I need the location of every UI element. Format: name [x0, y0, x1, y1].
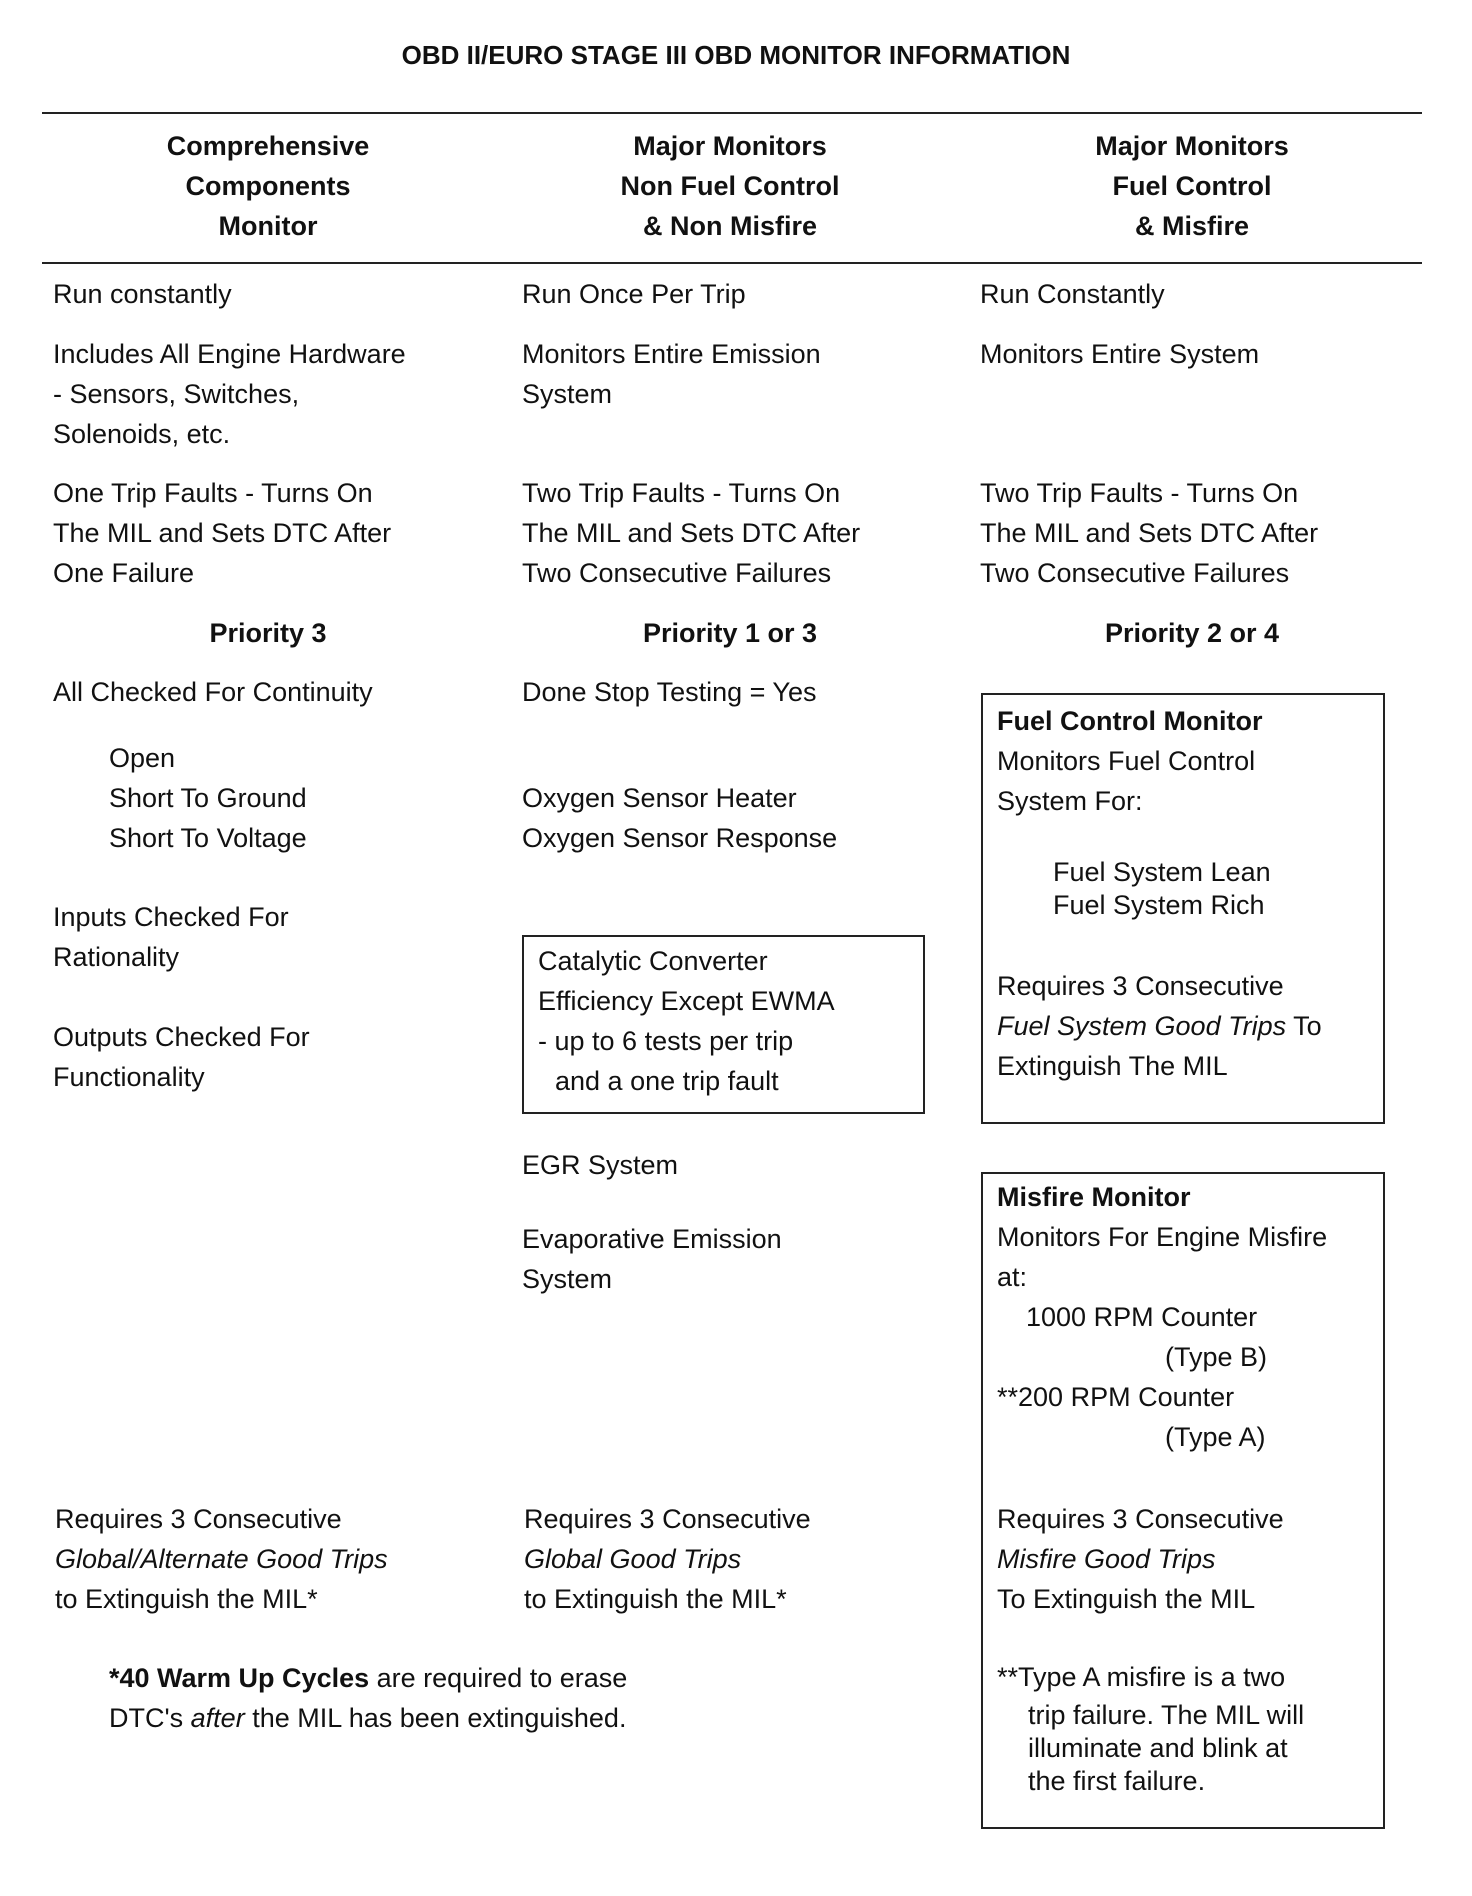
- col2-egr: EGR System: [522, 1150, 679, 1180]
- list-item: Short To Ground: [109, 783, 307, 813]
- text-line: to Extinguish the MIL*: [55, 1584, 318, 1614]
- header-line: & Misfire: [1134, 211, 1250, 241]
- col1-inputs: [53, 897, 289, 977]
- box-title: Misfire Monitor: [997, 1182, 1191, 1212]
- footnote-bold: *40 Warm Up Cycles: [109, 1663, 370, 1693]
- col2-monitors: [522, 334, 821, 414]
- text-line: Requires 3 Consecutive: [55, 1504, 342, 1534]
- text-line: Solenoids, etc.: [53, 419, 231, 449]
- misfire-monitor-box: [981, 1172, 1385, 1829]
- header-line: Comprehensive: [166, 131, 370, 161]
- text-line: One Trip Faults - Turns On: [53, 478, 373, 508]
- text-line: Extinguish The MIL: [997, 1051, 1228, 1081]
- text-line-italic: Global Good Trips: [524, 1544, 742, 1574]
- fuel-box-requires: [997, 966, 1322, 1086]
- header-line: Non Fuel Control: [620, 171, 840, 201]
- page-title: OBD II/EURO STAGE III OBD MONITOR INFORMATION: [401, 40, 1071, 70]
- col3-run: Run Constantly: [980, 279, 1165, 309]
- misfire-note: [997, 1657, 1285, 1697]
- text-line: Two Trip Faults - Turns On: [980, 478, 1299, 508]
- col2-priority: Priority 1 or 3: [642, 618, 818, 648]
- footnote-text: DTC's: [109, 1703, 191, 1733]
- col2-evap: [522, 1219, 782, 1299]
- text-line: Rationality: [53, 942, 180, 972]
- text-line: Monitors Entire Emission: [522, 339, 821, 369]
- col2-oxygen: [522, 778, 837, 858]
- col3-faults: [980, 473, 1318, 593]
- fuel-box-items: [1053, 856, 1271, 922]
- italic-phrase: Fuel System Good Trips: [997, 1011, 1287, 1041]
- text-line: The MIL and Sets DTC After: [522, 518, 861, 548]
- fuel-box-header: [997, 701, 1262, 821]
- list-item: Open: [109, 743, 176, 773]
- text-line: Two Trip Faults - Turns On: [522, 478, 841, 508]
- text-line: Oxygen Sensor Response: [522, 823, 838, 853]
- col2-requires: [524, 1499, 811, 1619]
- misfire-box-header: [997, 1177, 1327, 1297]
- text-line-italic: Global/Alternate Good Trips: [55, 1544, 388, 1574]
- list-item: Fuel System Rich: [1053, 890, 1265, 920]
- text-line: and a one trip fault: [555, 1066, 779, 1096]
- box-title: Fuel Control Monitor: [997, 706, 1263, 736]
- text-line-italic: Misfire Good Trips: [997, 1544, 1216, 1574]
- counter-1000: 1000 RPM Counter: [1026, 1302, 1258, 1332]
- text-line: Functionality: [53, 1062, 205, 1092]
- header-top-rule: [42, 112, 1422, 114]
- column-header-fuel-misfire: [1002, 126, 1382, 246]
- text-line: Efficiency Except EWMA: [538, 986, 835, 1016]
- header-line: & Non Misfire: [642, 211, 817, 241]
- type-a: (Type A): [1165, 1422, 1266, 1452]
- text-line: To Extinguish the MIL: [997, 1584, 1256, 1614]
- text-line: System For:: [997, 786, 1143, 816]
- col3-priority: Priority 2 or 4: [1104, 618, 1280, 648]
- text-line: Requires 3 Consecutive: [997, 1504, 1284, 1534]
- catalytic-converter-box: [522, 935, 925, 1114]
- text-line: Monitors Fuel Control: [997, 746, 1256, 776]
- col2-run: Run Once Per Trip: [522, 279, 746, 309]
- catalytic-text: [538, 941, 835, 1101]
- text-line: illuminate and blink at: [1028, 1733, 1288, 1763]
- col1-faults: [53, 473, 391, 593]
- header-line: Fuel Control: [1112, 171, 1272, 201]
- fuel-control-monitor-box: [981, 693, 1385, 1124]
- misfire-requires: [997, 1499, 1284, 1619]
- text-line: the first failure.: [1028, 1766, 1206, 1796]
- footnote-text: are required to erase: [369, 1663, 628, 1693]
- text-line: Catalytic Converter: [538, 946, 768, 976]
- list-item: Fuel System Lean: [1053, 857, 1271, 887]
- text-line: The MIL and Sets DTC After: [980, 518, 1319, 548]
- col1-continuity: All Checked For Continuity: [53, 677, 373, 707]
- text-line: System: [522, 379, 613, 409]
- col1-priority: Priority 3: [209, 618, 327, 648]
- header-line: Components: [185, 171, 351, 201]
- col3-monitors: Monitors Entire System: [980, 339, 1260, 369]
- footnote-line-1: [109, 1658, 627, 1698]
- footnote: [109, 1658, 627, 1738]
- text-line: Two Consecutive Failures: [980, 558, 1290, 588]
- text-line: Oxygen Sensor Heater: [522, 783, 797, 813]
- header-bottom-rule: [42, 262, 1422, 264]
- footnote-italic: after: [190, 1703, 245, 1733]
- text-line: **Type A misfire is a two: [997, 1662, 1286, 1692]
- column-header-comprehensive: [78, 126, 458, 246]
- col1-requires: [55, 1499, 388, 1619]
- text-line: [997, 1006, 1322, 1046]
- text-line: Monitors For Engine Misfire: [997, 1222, 1328, 1252]
- col1-run: Run constantly: [53, 279, 232, 309]
- text-line: Requires 3 Consecutive: [997, 971, 1284, 1001]
- text-line: to Extinguish the MIL*: [524, 1584, 787, 1614]
- header-line: Major Monitors: [1095, 131, 1289, 161]
- text-fragment: To: [1286, 1011, 1322, 1041]
- misfire-note-rest: [1028, 1699, 1304, 1798]
- footnote-line-2: [109, 1698, 627, 1738]
- text-line: Requires 3 Consecutive: [524, 1504, 811, 1534]
- text-line: Outputs Checked For: [53, 1022, 310, 1052]
- text-line: - up to 6 tests per trip: [538, 1026, 794, 1056]
- text-line: System: [522, 1264, 613, 1294]
- text-line: - Sensors, Switches,: [53, 379, 300, 409]
- col2-done: Done Stop Testing = Yes: [522, 677, 817, 707]
- type-b: (Type B): [1165, 1342, 1268, 1372]
- col1-checks-list: [109, 738, 307, 858]
- footnote-text: the MIL has been extinguished.: [244, 1703, 627, 1733]
- text-line: Evaporative Emission: [522, 1224, 782, 1254]
- text-line: Two Consecutive Failures: [522, 558, 832, 588]
- col1-outputs: [53, 1017, 310, 1097]
- col1-includes: [53, 334, 406, 454]
- text-line: trip failure. The MIL will: [1028, 1700, 1305, 1730]
- header-line: Major Monitors: [633, 131, 827, 161]
- col2-faults: [522, 473, 860, 593]
- header-line: Monitor: [218, 211, 318, 241]
- text-line: The MIL and Sets DTC After: [53, 518, 392, 548]
- text-line: Inputs Checked For: [53, 902, 289, 932]
- text-line: Includes All Engine Hardware: [53, 339, 406, 369]
- text-line: at:: [997, 1262, 1028, 1292]
- list-item: Short To Voltage: [109, 823, 307, 853]
- text-line: One Failure: [53, 558, 195, 588]
- column-header-non-fuel: [540, 126, 920, 246]
- counter-200: **200 RPM Counter: [997, 1382, 1235, 1412]
